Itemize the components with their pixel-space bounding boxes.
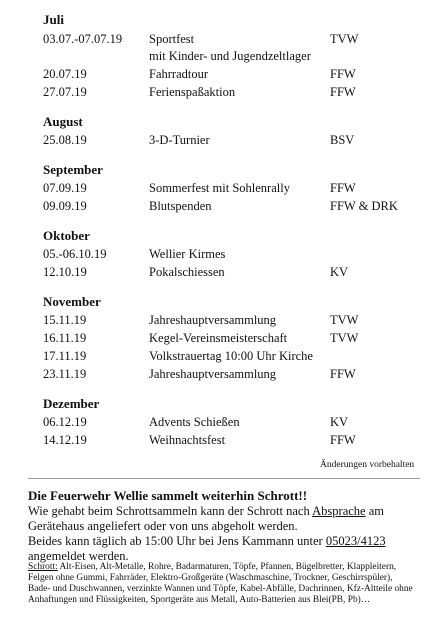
event-organizer: FFW [330, 85, 356, 99]
event-date: 15.11.19 [43, 313, 87, 327]
event-organizer: FFW [330, 433, 356, 447]
event-organizer: KV [330, 415, 349, 429]
scrap-agreement-word: Absprache [312, 504, 366, 518]
event-title: 3-D-Turnier [149, 133, 210, 147]
event-organizer: FFW [330, 67, 356, 81]
scrap-info-text: Wie gehabt beim Schrottsammeln kann der Schrott nach [28, 504, 313, 518]
scrap-info-text: angemeldet werden. [28, 549, 129, 563]
scrap-headline: Die Feuerwehr Wellie sammelt weiterhin Schrott!! [28, 488, 308, 503]
month-heading-dezember: Dezember [43, 396, 100, 411]
event-title: Blutspenden [149, 199, 212, 213]
event-title: Jahreshauptversammlung [149, 367, 277, 381]
event-date: 27.07.19 [43, 85, 87, 99]
month-heading-juli: Juli [43, 12, 64, 27]
event-title: Jahreshauptversammlung [149, 313, 277, 327]
event-organizer: FFW & DRK [330, 199, 398, 213]
event-date: 03.07.-07.07.19 [43, 32, 123, 46]
scrap-info-line-1 [28, 504, 428, 534]
month-heading-oktober: Oktober [43, 228, 90, 243]
event-title: mit Kinder- und Jugendzeltlager [149, 49, 311, 63]
event-date: 12.10.19 [43, 265, 87, 279]
event-title: Ferienspaßaktion [149, 85, 236, 99]
event-date: 25.08.19 [43, 133, 87, 147]
month-heading-september: September [43, 162, 103, 177]
event-title: Fahrradtour [149, 67, 209, 81]
event-title: Volkstrauertag 10:00 Uhr Kirche [149, 349, 313, 363]
event-date: 06.12.19 [43, 415, 87, 429]
event-title: Sommerfest mit Sohlenrally [149, 181, 290, 195]
scrap-info-line-2 [28, 534, 428, 564]
scrap-accepted-items [28, 562, 414, 606]
event-title: Weihnachtsfest [149, 433, 226, 447]
event-organizer: TVW [330, 32, 359, 46]
event-title: Sportfest [149, 32, 195, 46]
scrap-info-text: Beides kann täglich ab 15:00 Uhr bei Jens Kammann unter [28, 534, 326, 548]
scrap-info-text: am Gerätehaus angeliefert oder von uns abgeholt werden. [28, 504, 385, 533]
event-date: 20.07.19 [43, 67, 87, 81]
event-date: 05.-06.10.19 [43, 247, 107, 261]
event-organizer: FFW [330, 181, 356, 195]
event-organizer: KV [330, 265, 349, 279]
event-title: Advents Schießen [149, 415, 240, 429]
event-organizer: TVW [330, 313, 359, 327]
scrap-info-paragraph [28, 504, 428, 564]
event-title: Kegel-Vereinsmeisterschaft [149, 331, 288, 345]
scrap-list-text: Alt-Eisen, Alt-Metalle, Rohre, Badarmaturen, Töpfe, Pfannen, Bügelbretter, Klappleitern, Felgen ohne Gummi, Fahrräder, Elektro-Großgeräte (Waschmaschine, Trockner, Geschirrspüler), Bade- und Duschwannen, verzinkte Wannen und Töpfe, Kabel-Abfälle, Dachrinnen, Kfz-Altteile ohne Anhaftungen und Flüssigkeiten, Sportgeräte aus Metall, Auto-Batterien aus Blei(PB, Pb)… [28, 562, 413, 605]
event-title: Pokalschiessen [149, 265, 225, 279]
event-date: 07.09.19 [43, 181, 87, 195]
scrap-list-label: Schrott: [28, 562, 58, 572]
section-divider [28, 478, 420, 479]
changes-reserved-note: Änderungen vorbehalten [320, 460, 415, 470]
event-organizer: BSV [330, 133, 355, 147]
month-heading-august: August [43, 114, 83, 129]
event-date: 14.12.19 [43, 433, 87, 447]
month-heading-november: November [43, 294, 101, 309]
event-date: 16.11.19 [43, 331, 87, 345]
event-date: 17.11.19 [43, 349, 87, 363]
event-date: 09.09.19 [43, 199, 87, 213]
event-organizer: FFW [330, 367, 356, 381]
scrap-phone-number: 05023/4123 [325, 534, 386, 548]
event-date: 23.11.19 [43, 367, 87, 381]
event-organizer: TVW [330, 331, 359, 345]
event-title: Wellier Kirmes [149, 247, 226, 261]
